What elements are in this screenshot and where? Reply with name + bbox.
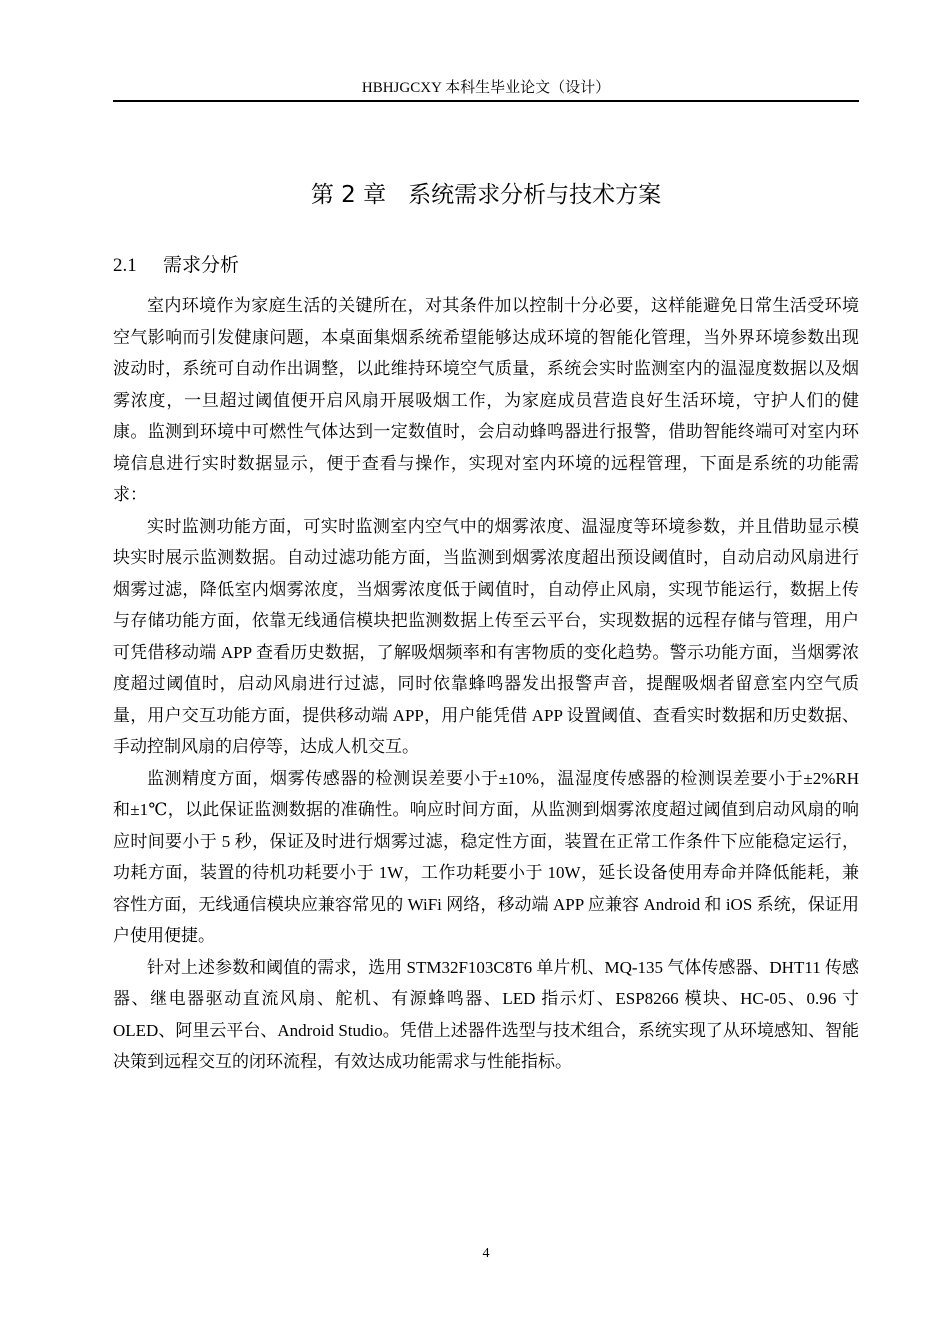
page-number: 4 xyxy=(482,1246,490,1261)
chapter-title-text: 系统需求分析与技术方案 xyxy=(408,182,662,208)
paragraph: 针对上述参数和阈值的需求，选用 STM32F103C8T6 单片机、MQ-135 气体传感器、DHT11 传感器、继电器驱动直流风扇、舵机、有源蜂鸣器、LED 指示灯、ESP8266 模块、HC-05、0.96 寸 OLED、阿里云平台、Android Studio。凭借上述器件选型与技术组合，系统实现了从环境感知、智能决策到远程交互的闭环流程，有效达成功能需求与性能指标。 xyxy=(113,957,859,1071)
section-number: 2.1 xyxy=(113,255,137,276)
paragraph: 监测精度方面，烟雾传感器的检测误差要小于±10%，温湿度传感器的检测误差要小于±2%RH 和±1℃，以此保证监测数据的准确性。响应时间方面，从监测到烟雾浓度超过阈值到启动风扇的响应时间要小于 5 秒，保证及时进行烟雾过滤，稳定性方面，装置在正常工作条件下应能稳定运行，功耗方面，装置的待机功耗要小于 1W，工作功耗要小于 10W，延长设备使用寿命并降低能耗，兼容性方面，无线通信模块应兼容常见的 WiFi 网络，移动端 APP 应兼容 Android 和 iOS 系统，保证用户使用便捷。 xyxy=(113,768,859,945)
section-heading xyxy=(113,250,859,281)
section-title: 需求分析 xyxy=(163,254,240,276)
chapter-title xyxy=(113,178,859,212)
paragraph: 实时监测功能方面，可实时监测室内空气中的烟雾浓度、温湿度等环境参数，并且借助显示模块实时展示监测数据。自动过滤功能方面，当监测到烟雾浓度超出预设阈值时，自动启动风扇进行烟雾过滤，降低室内烟雾浓度，当烟雾浓度低于阈值时，自动停止风扇，实现节能运行，数据上传与存储功能方面，依靠无线通信模块把监测数据上传至云平台，实现数据的远程存储与管理，用户可凭借移动端 APP 查看历史数据，了解吸烟频率和有害物质的变化趋势。警示功能方面，当烟雾浓度超过阈值时，启动风扇进行过滤，同时依靠蜂鸣器发出报警声音，提醒吸烟者留意室内空气质量，用户交互功能方面，提供移动端 APP，用户能凭借 APP 设置阈值、查看实时数据和历史数据、手动控制风扇的启停等，达成人机交互。 xyxy=(113,516,859,756)
body-text xyxy=(113,290,859,1078)
paragraph: 室内环境作为家庭生活的关键所在，对其条件加以控制十分必要，这样能避免日常生活受环境空气影响而引发健康问题，本桌面集烟系统希望能够达成环境的智能化管理，当外界环境参数出现波动时，系统可自动作出调整，以此维持环境空气质量，系统会实时监测室内的温湿度数据以及烟雾浓度，一旦超过阈值便开启风扇开展吸烟工作，为家庭成员营造良好生活环境，守护人们的健康。监测到环境中可燃性气体达到一定数值时，会启动蜂鸣器进行报警，借助智能终端可对室内环境信息进行实时数据显示，便于查看与操作，实现对室内环境的远程管理，下面是系统的功能需求： xyxy=(113,296,859,504)
chapter-number: 第 2 章 xyxy=(310,182,387,208)
running-header: HBHJGCXY 本科生毕业论文（设计） xyxy=(361,80,611,96)
header-rule xyxy=(113,100,859,102)
